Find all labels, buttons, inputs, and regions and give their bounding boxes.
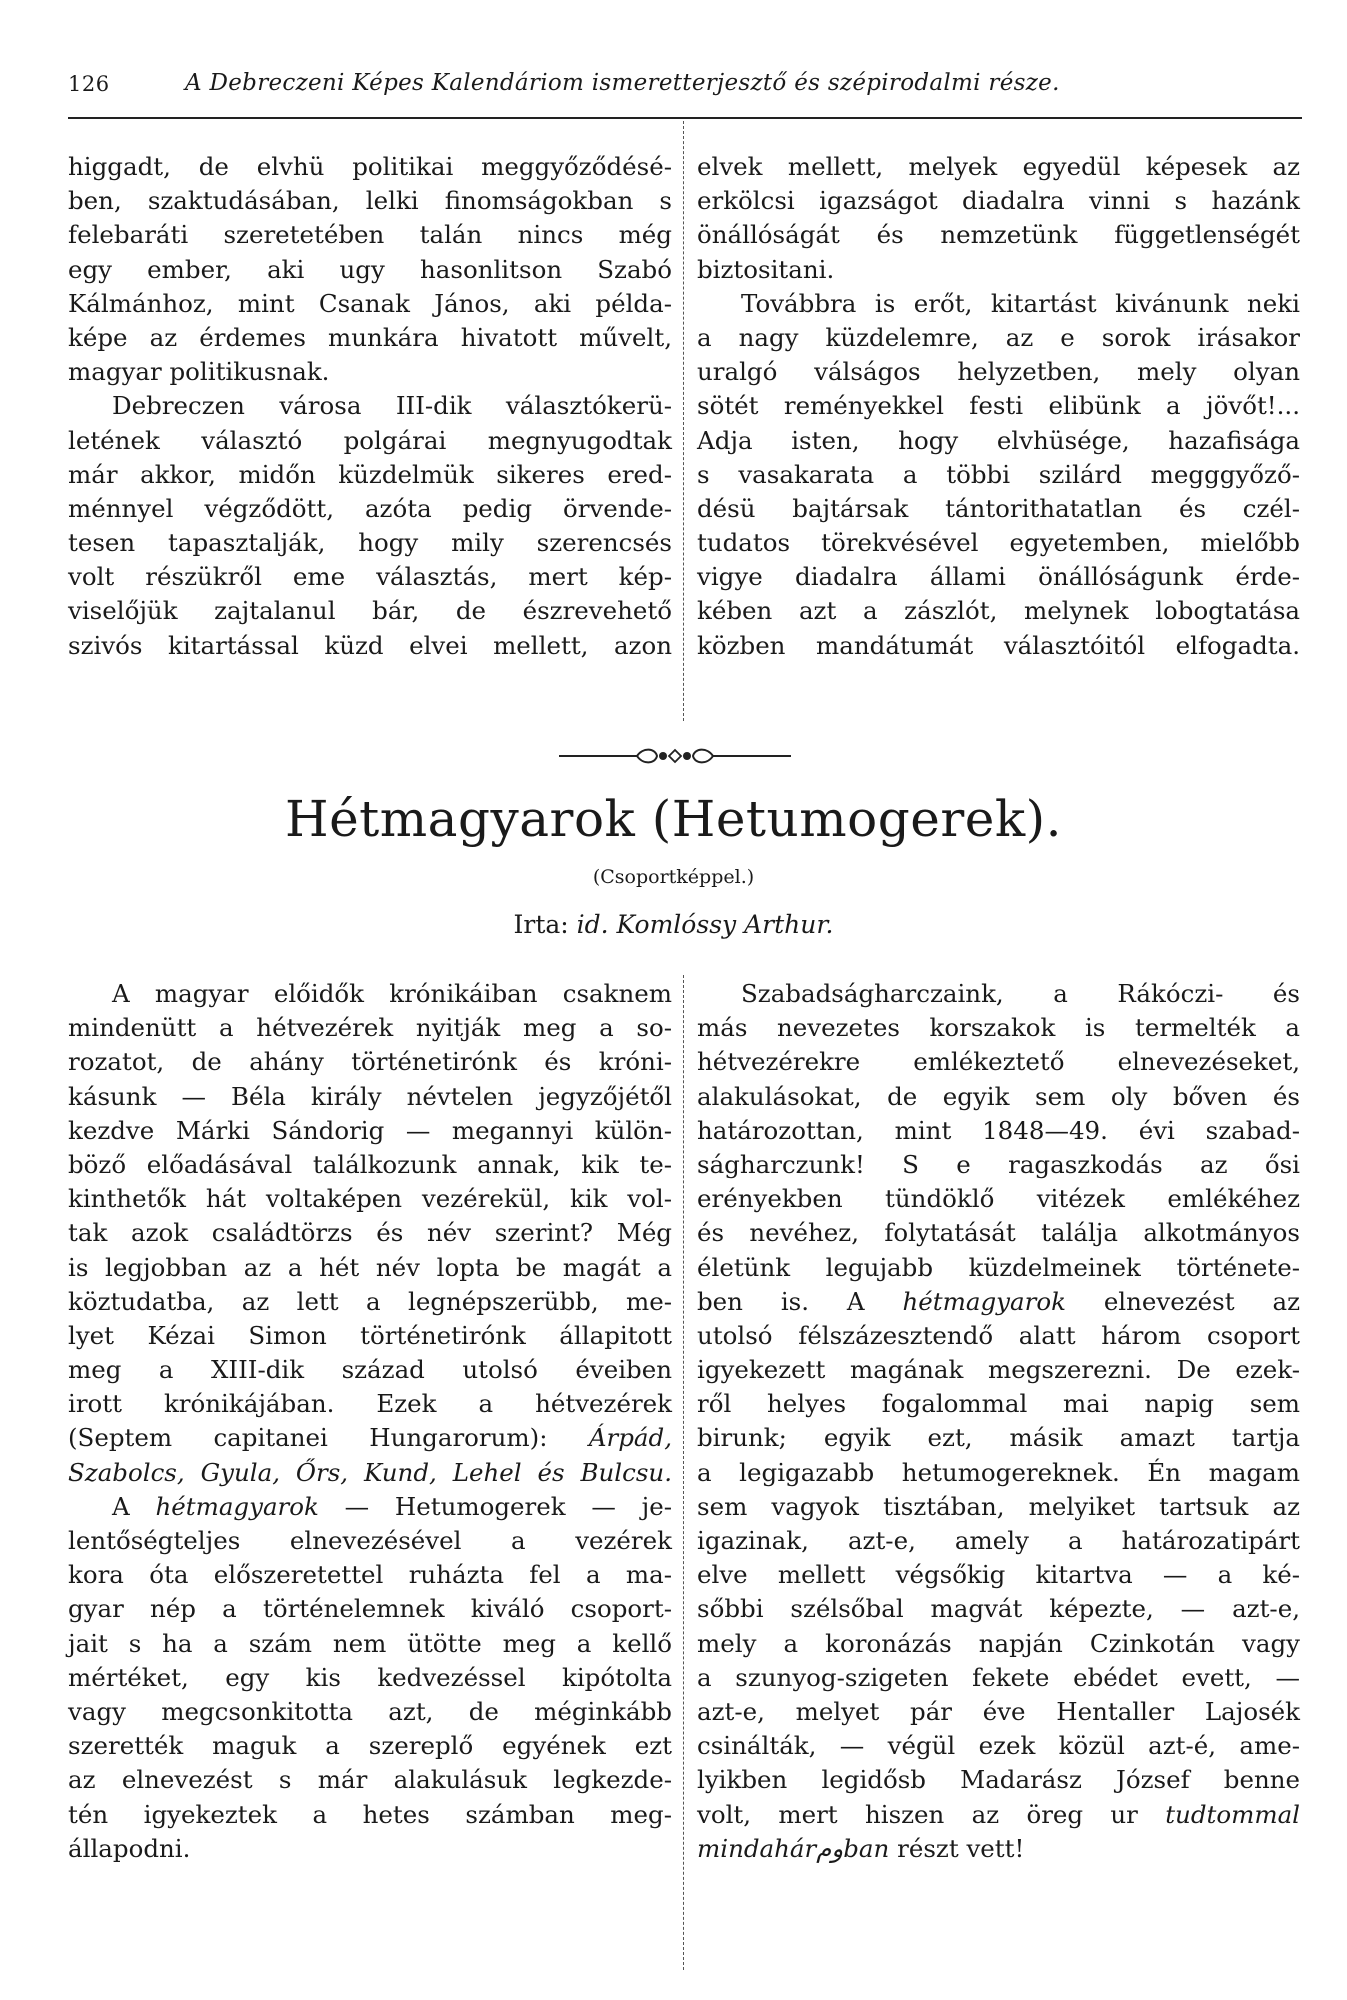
column-divider-top: [683, 121, 684, 721]
line-text: letének választó polgárai megnyugodtak: [68, 425, 672, 455]
line-text: szivós kitartással küzd elvei mellett, azon: [68, 630, 672, 660]
text-line: [68, 560, 672, 594]
text-line: [68, 1627, 672, 1661]
author-name: id. Komlóssy Arthur.: [576, 910, 834, 939]
line-text: Továbbra is erőt, kitartást kivánunk neki: [741, 288, 1300, 318]
text-line: [68, 1456, 672, 1490]
text-line: [697, 1558, 1300, 1592]
text-line: [68, 253, 672, 287]
line-text: sötét reményekkel festi elibünk a jövőt!...: [697, 391, 1300, 421]
line-text: tén igyekeztek a hetes számban meg-: [68, 1799, 672, 1829]
text-line: [697, 1285, 1300, 1319]
text-line: [697, 1627, 1300, 1661]
line-text: biztositani.: [697, 254, 835, 284]
line-text: Szabadságharczaink, a Rákóczi- és: [741, 979, 1300, 1008]
line-text: kezdve Márki Sándorig — megannyi külön-: [68, 1115, 672, 1145]
italic-text: hétmagyarok: [155, 1491, 319, 1521]
line-text: részt vett!: [897, 1833, 1025, 1863]
text-line: [68, 594, 672, 628]
text-line: [697, 321, 1300, 355]
text-line: [697, 1114, 1300, 1148]
text-line: [68, 321, 672, 355]
text-line: [68, 1045, 672, 1079]
line-text: vigye diadalra állami önállóságunk érde-: [697, 562, 1300, 592]
top-left-column: [68, 150, 672, 663]
line-text: kora óta előszeretettel ruházta fel a ma-: [68, 1560, 672, 1590]
text-line: [697, 1148, 1300, 1182]
line-text: A: [112, 1491, 130, 1521]
text-line: [697, 355, 1300, 389]
line-text: kásunk — Béla király névtelen jegyzőjétől: [68, 1081, 672, 1111]
text-line: [68, 1114, 672, 1148]
header-rule: [68, 117, 1302, 119]
text-line: [697, 1182, 1300, 1216]
text-line: [697, 1798, 1300, 1832]
text-line: [697, 218, 1300, 252]
line-text: ben is. A: [697, 1286, 865, 1316]
line-text: ben, szaktudásában, lelki finomságokban s: [68, 186, 672, 216]
line-text: (Septem capitanei Hungarorum):: [68, 1423, 548, 1453]
text-line: [68, 1285, 672, 1319]
line-text: igazinak, azt-e, amely a határozatipárt: [697, 1526, 1300, 1555]
line-text: már akkor, midőn küzdelmük sikeres ered-: [68, 459, 672, 489]
text-line: [697, 1251, 1300, 1285]
line-text: sem vagyok tisztában, melyiket tartsuk az: [697, 1491, 1300, 1521]
article-title: Hétmagyarok (Hetumogerek).: [284, 790, 1063, 848]
text-line: [68, 526, 672, 560]
page-number: 126: [68, 72, 110, 96]
text-line: [68, 1798, 672, 1832]
line-text: uralgó válságos helyzetben, mely olyan: [697, 357, 1300, 387]
line-text: lyet Kézai Simon történetirónk állapitott: [68, 1320, 672, 1350]
line-text: lyikben legidősb Madarász József benne: [697, 1765, 1300, 1795]
text-line: [68, 355, 672, 389]
line-text: mely a koronázás napján Czinkotán vagy: [697, 1628, 1300, 1658]
line-text: sőbbi szélsőbal magvát képezte, — azt-e,: [697, 1594, 1300, 1624]
text-line: [697, 560, 1300, 594]
italic-text: tudtommal: [1165, 1799, 1301, 1829]
line-text: rozatot, de ahány történetirónk és króni-: [68, 1047, 672, 1077]
italic-text: Árpád,: [588, 1423, 672, 1453]
text-line: [68, 1729, 672, 1763]
line-text: s vasakarata a többi szilárd megggyőző-: [697, 459, 1300, 489]
text-line: [697, 287, 1300, 321]
line-text: alakulásokat, de egyik sem oly bőven és: [697, 1081, 1300, 1111]
ornamental-divider-icon: [559, 745, 791, 767]
text-line: [697, 1080, 1300, 1114]
line-text: kében azt a zászlót, melynek lobogtatása: [697, 596, 1300, 626]
text-line: [697, 150, 1300, 184]
line-text: elvek mellett, melyek egyedül képesek az: [697, 152, 1300, 181]
line-text: az elnevezést s már alakulásuk legkezde-: [68, 1765, 672, 1795]
text-line: [697, 389, 1300, 423]
line-text: és nevéhez, folytatását találja alkotmányos: [697, 1218, 1300, 1248]
line-text: viselőjük zajtalanul bár, de észrevehető: [68, 596, 672, 626]
text-line: [697, 1695, 1300, 1729]
line-text: jait s ha a szám nem ütötte meg a kellő: [68, 1628, 672, 1658]
article-subtitle: (Csoportképpel.): [592, 866, 755, 888]
text-line: [697, 1524, 1300, 1558]
text-line: [697, 594, 1300, 628]
line-text: más nevezetes korszakok is termelték a: [697, 1013, 1300, 1043]
running-title: A Debreczeni Képes Kalendáriom ismeretterjesztő és szépirodalmi része.: [185, 70, 1060, 96]
text-line: [697, 1490, 1300, 1524]
line-text: igyekezett magának megszerezni. De ezek-: [697, 1355, 1300, 1385]
line-text: erkölcsi igazságot diadalra vinni s hazánk: [697, 186, 1300, 216]
line-text: önállóságát és nemzetünk függetlenségét: [697, 220, 1300, 250]
text-line: [68, 1524, 672, 1558]
line-text: mértéket, egy kis kedvezéssel kipótolta: [68, 1662, 672, 1692]
text-line: [697, 1353, 1300, 1387]
text-line: [697, 1661, 1300, 1695]
line-text: erényekben tündöklő vitézek emlékéhez: [697, 1184, 1300, 1214]
line-text: tudatos törekvésével egyetemben, mielőbb: [697, 528, 1300, 558]
article-right-column: [697, 977, 1300, 1866]
italic-text: hétmagyarok: [902, 1286, 1066, 1316]
text-line: [68, 150, 672, 184]
text-line: [68, 977, 672, 1011]
text-line: [697, 1763, 1300, 1797]
text-line: [68, 1592, 672, 1626]
text-line: [68, 1353, 672, 1387]
line-text: volt részükről eme választás, mert kép-: [68, 562, 672, 592]
article-left-column: [68, 977, 672, 1866]
text-line: [68, 184, 672, 218]
line-text: utolsó félszázesztendő alatt három csoport: [697, 1320, 1300, 1350]
line-text: életünk legujabb küzdelmeinek története-: [697, 1252, 1300, 1282]
text-line: [68, 1319, 672, 1353]
text-line: [697, 1216, 1300, 1250]
line-text: Kálmánhoz, mint Csanak János, aki példa-: [68, 288, 672, 318]
line-text: közben mandátumát választóitól elfogadta.: [697, 630, 1300, 660]
line-text: lentőségteljes elnevezésével a vezérek: [68, 1526, 672, 1555]
article-byline: [0, 910, 1347, 939]
text-line: [68, 1763, 672, 1797]
line-text: birunk; egyik ezt, másik amazt tartja: [697, 1423, 1300, 1453]
text-line: [68, 1832, 672, 1866]
line-text: tak azok családtörzs és név szerint? Még: [68, 1218, 672, 1248]
text-line: [68, 424, 672, 458]
text-line: [68, 287, 672, 321]
line-text: magyar politikusnak.: [68, 357, 330, 387]
line-text: ről helyes fogalommal mai napig sem: [697, 1389, 1300, 1419]
text-line: [697, 1319, 1300, 1353]
line-text: — Hetumogerek — je-: [344, 1491, 672, 1521]
text-line: [697, 1729, 1300, 1763]
text-line: [68, 1558, 672, 1592]
line-text: meg a XIII-dik század utolsó éveiben: [68, 1355, 672, 1385]
text-line: [697, 253, 1300, 287]
line-text: volt, mert hiszen az öreg ur: [697, 1799, 1138, 1829]
line-text: A magyar előidők krónikáiban csaknem: [112, 979, 672, 1008]
italic-text: Szabolcs, Gyula, Őrs, Kund, Lehel és Bulcsu.: [68, 1457, 672, 1487]
text-line: [68, 389, 672, 423]
text-line: [697, 458, 1300, 492]
line-text: Debreczen városa III-dik választókerü-: [112, 391, 672, 421]
line-text: elnevezést az: [1103, 1286, 1300, 1316]
text-line: [697, 1832, 1300, 1866]
line-text: higgadt, de elvhü politikai meggyőződésé-: [68, 152, 672, 181]
text-line: [697, 1592, 1300, 1626]
line-text: állapodni.: [68, 1833, 191, 1863]
text-line: [697, 1456, 1300, 1490]
text-line: [697, 424, 1300, 458]
line-text: határozottan, mint 1848—49. évi szabad-: [697, 1115, 1300, 1145]
line-text: ságharczunk! S e ragaszkodás az ősi: [697, 1149, 1300, 1179]
line-text: is legjobban az a hét név lopta be magát a: [68, 1252, 672, 1282]
line-text: a legigazabb hetumogereknek. Én magam: [697, 1457, 1300, 1487]
top-right-column: [697, 150, 1300, 663]
text-line: [68, 458, 672, 492]
line-text: irott krónikájában. Ezek a hétvezérek: [68, 1389, 672, 1419]
line-text: a nagy küzdelemre, az e sorok irásakor: [697, 322, 1300, 352]
text-line: [68, 1182, 672, 1216]
text-line: [68, 629, 672, 663]
line-text: elve mellett végsőkig kitartva — a ké-: [697, 1560, 1300, 1590]
text-line: [68, 1011, 672, 1045]
line-text: felebaráti szeretetében talán nincs még: [68, 220, 672, 250]
text-line: [68, 1148, 672, 1182]
text-line: [68, 1421, 672, 1455]
line-text: Adja isten, hogy elvhüsége, hazafisága: [697, 425, 1300, 455]
text-line: [697, 1421, 1300, 1455]
column-divider-article: [683, 975, 684, 1970]
line-text: désü bajtársak tántorithatatlan és czél-: [697, 493, 1300, 523]
text-line: [697, 977, 1300, 1011]
text-line: [697, 1045, 1300, 1079]
line-text: szerették maguk a szereplő egyének ezt: [68, 1731, 672, 1761]
line-text: hétvezérekre emlékeztető elnevezéseket,: [697, 1047, 1300, 1077]
line-text: azt-e, melyet pár éve Hentaller Lajosék: [697, 1696, 1300, 1726]
text-line: [697, 1387, 1300, 1421]
text-line: [68, 492, 672, 526]
line-text: csinálták, — végül ezek közül azt-é, ame-: [697, 1731, 1300, 1761]
text-line: [68, 1080, 672, 1114]
text-line: [68, 1387, 672, 1421]
line-text: képe az érdemes munkára hivatott művelt,: [68, 322, 672, 352]
byline-prefix: Irta:: [513, 910, 569, 939]
line-text: egy ember, aki ugy hasonlitson Szabó: [68, 254, 672, 284]
text-line: [68, 1216, 672, 1250]
text-line: [697, 184, 1300, 218]
line-text: kinthetők hát voltaképen vezérekül, kik vol-: [68, 1184, 672, 1214]
text-line: [68, 1661, 672, 1695]
text-line: [697, 629, 1300, 663]
line-text: köztudatba, az lett a legnépszerübb, me-: [68, 1286, 672, 1316]
line-text: böző előadásával találkozunk annak, kik te-: [68, 1149, 672, 1179]
line-text: gyar nép a történelemnek kiváló csoport-: [68, 1594, 672, 1624]
text-line: [68, 218, 672, 252]
running-header: [68, 68, 1300, 104]
line-text: a szunyog-szigeten fekete ebédet evett, —: [697, 1662, 1300, 1692]
text-line: [68, 1695, 672, 1729]
line-text: tesen tapasztalják, hogy mily szerencsés: [68, 528, 672, 558]
text-line: [68, 1490, 672, 1524]
line-text: vagy megcsonkitotta azt, de méginkább: [68, 1696, 672, 1726]
line-text: ménnyel végződött, azóta pedig örvende-: [68, 493, 672, 523]
text-line: [697, 1011, 1300, 1045]
text-line: [697, 492, 1300, 526]
text-line: [697, 526, 1300, 560]
italic-text: mindahárومban: [697, 1833, 890, 1863]
line-text: mindenütt a hétvezérek nyitják meg a so-: [68, 1013, 672, 1043]
text-line: [68, 1251, 672, 1285]
